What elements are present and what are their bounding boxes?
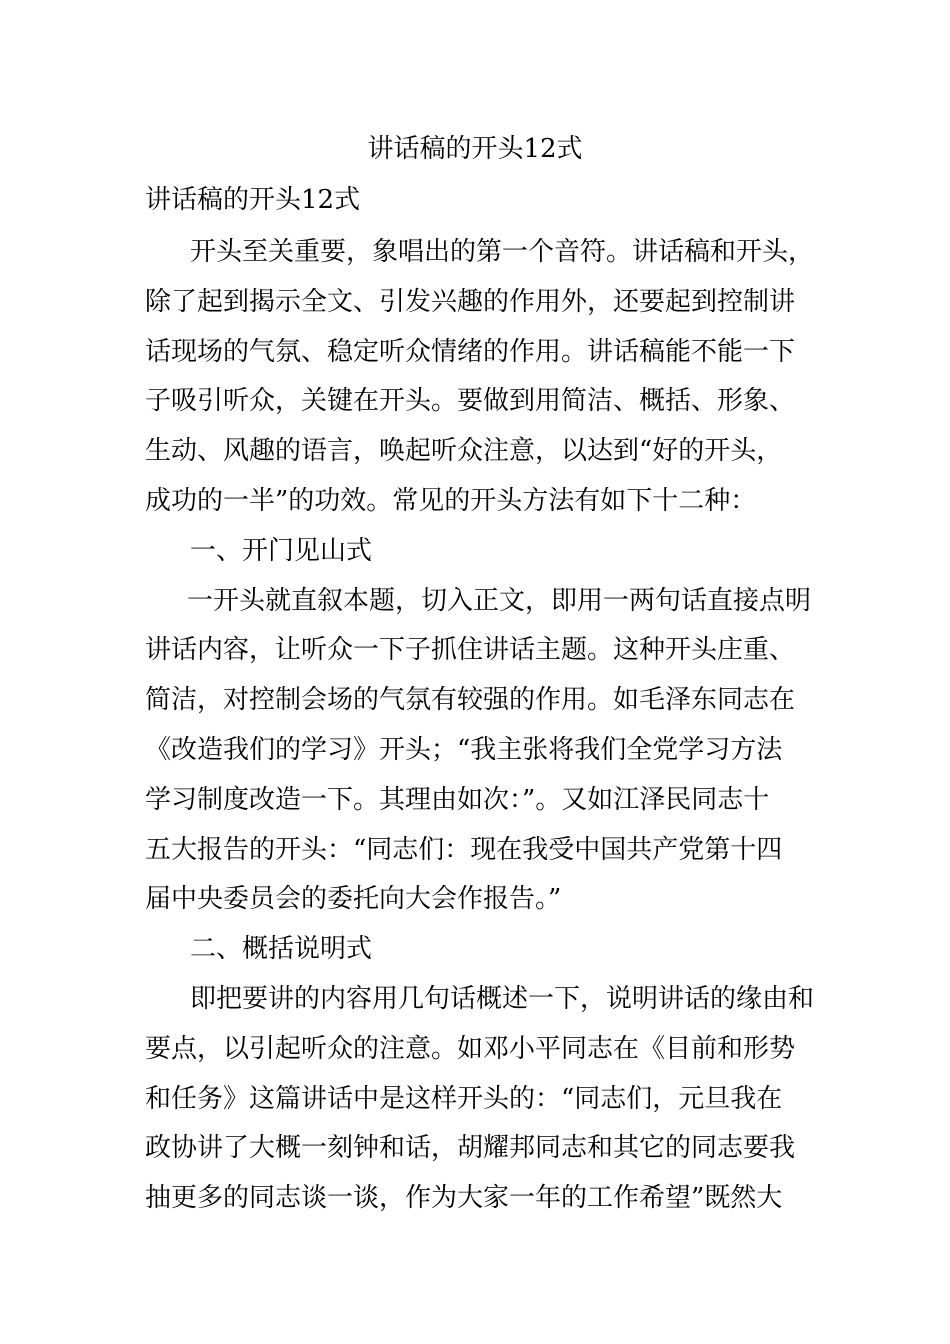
paragraph-line: 一开头就直叙本题，切入正文，即用一两句话直接点明 [187,585,812,616]
paragraph-line: 要点，以引起听众的注意。如邓小平同志在《目前和形势 [145,1033,796,1064]
paragraph-line: 除了起到揭示全文、引发兴趣的作用外，还要起到控制讲 [145,286,796,317]
paragraph-line: 即把要讲的内容用几句话概述一下，说明讲话的缘由和 [190,983,815,1014]
paragraph-line: 成功的一半”的功效。常见的开头方法有如下十二种： [145,485,757,516]
paragraph-line: 简洁，对控制会场的气氛有较强的作用。如毛泽东同志在 [145,685,796,716]
section-heading: 一、开门见山式 [190,535,373,566]
paragraph-line: 开头至关重要，象唱出的第一个音符。讲话稿和开头， [190,237,815,267]
document-subtitle: 讲话稿的开头12式 [145,185,361,215]
paragraph-line: 五大报告的开头：“同志们：现在我受中国共产党第十四 [145,834,783,865]
paragraph-line: 《改造我们的学习》开头；“我主张将我们全党学习方法 [145,734,783,765]
paragraph-line: 话现场的气氛、稳定听众情绪的作用。讲话稿能不能一下 [145,336,796,367]
paragraph-line: 子吸引听众，关键在开头。要做到用简洁、概括、形象、 [145,386,796,417]
paragraph-line: 学习制度改造一下。其理由如次：”。又如江泽民同志十 [145,784,770,815]
paragraph-line: 届中央委员会的委托向大会作报告。” [145,884,562,915]
paragraph-line: 政协讲了大概一刻钟和话，胡耀邦同志和其它的同志要我 [145,1133,796,1164]
document-body [145,228,815,1224]
paragraph-line: 讲话内容，让听众一下子抓住讲话主题。这种开头庄重、 [145,635,796,666]
paragraph-line: 生动、风趣的语言，唤起听众注意，以达到“好的开头， [145,436,783,467]
paragraph-line: 和任务》这篇讲话中是这样开头的：“同志们，元旦我在 [145,1083,783,1114]
section-heading: 二、概括说明式 [190,934,373,965]
paragraph-line: 抽更多的同志谈一谈，作为大家一年的工作希望”既然大 [145,1183,783,1214]
document-title: 讲话稿的开头12式 [367,134,583,164]
